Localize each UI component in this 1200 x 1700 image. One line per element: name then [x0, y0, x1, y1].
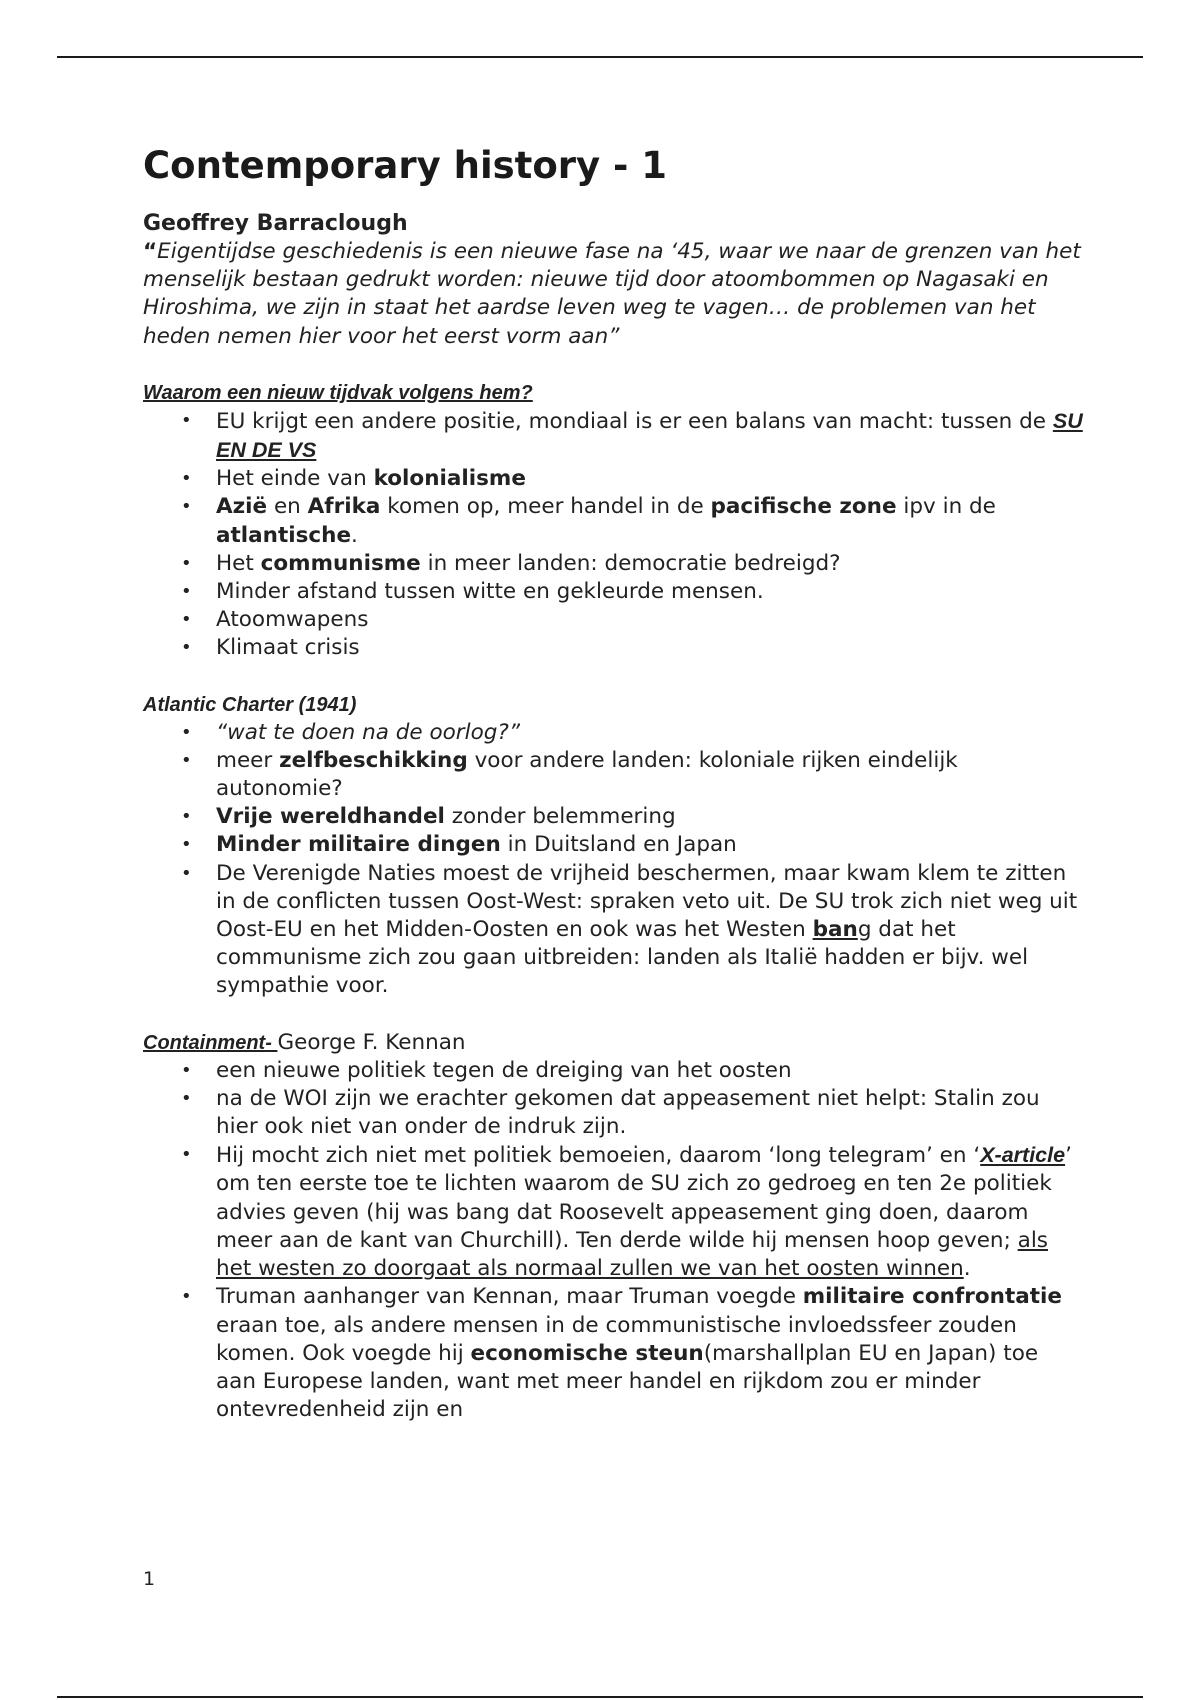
section-title-containment — [143, 1029, 1083, 1057]
list-item: • Vrije wereldhandel zonder belemmering — [143, 803, 1083, 831]
list-item: • Klimaat crisis — [143, 634, 1083, 662]
list-item: • Het communisme in meer landen: democratie bedreigd? — [143, 550, 1083, 578]
page-title: Contemporary history - 1 — [143, 144, 667, 187]
new-era-list — [143, 407, 1083, 663]
list-item: • een nieuwe politiek tegen de dreiging van het oosten — [143, 1057, 1083, 1085]
section-title-new-era: Waarom een nieuw tijdvak volgens hem? — [143, 381, 533, 404]
list-item: • Minder afstand tussen witte en gekleurde mensen. — [143, 578, 1083, 606]
list-item: • Truman aanhanger van Kennan, maar Truman voegde militaire confrontatie eraan toe, als andere mensen in de communistische invloedssfeer zouden komen. Ook voegde hij economische steun(marshallplan EU en Japan) toe aan Europese landen, want met meer handel en rijkdom zou er minder ontevredenheid zijn en — [143, 1283, 1083, 1424]
list-item: • Azië en Afrika komen op, meer handel in de pacifische zone ipv in de atlantische. — [143, 493, 1083, 549]
list-item: • Het einde van kolonialisme — [143, 465, 1083, 493]
list-item: • na de WOI zijn we erachter gekomen dat appeasement niet helpt: Stalin zou hier ook niet van onder de indruk zijn. — [143, 1085, 1083, 1141]
list-item: • “wat te doen na de oorlog?” — [143, 719, 1083, 747]
author-quote — [143, 238, 1083, 351]
header-rule — [57, 56, 1143, 58]
containment-author: George F. Kennan — [277, 1029, 466, 1055]
quote-text: Eigentijdse geschiedenis is een nieuwe fase na ‘45, waar we naar de grenzen van het menselijk bestaan gedrukt worden: nieuwe tijd door atoombommen op Nagasaki en Hiroshima, we zijn in staat het aardse leven weg te vagen… de problemen van het heden nemen hier voor het eerst vorm aan” — [143, 239, 1081, 349]
section-new-era — [143, 379, 1083, 663]
list-item: • Atoomwapens — [143, 606, 1083, 634]
footer-rule — [57, 1696, 1143, 1698]
author-name: Geoffrey Barraclough — [143, 211, 408, 236]
list-item: • EU krijgt een andere positie, mondiaal is er een balans van macht: tussen de SU EN DE VS — [143, 407, 1083, 465]
section-atlantic-charter — [143, 691, 1083, 1001]
containment-list — [143, 1057, 1083, 1425]
section-title-atlantic-charter: Atlantic Charter (1941) — [143, 693, 357, 716]
page-number: 1 — [143, 1568, 156, 1590]
list-item: • meer zelfbeschikking voor andere landen: koloniale rijken eindelijk autonomie? — [143, 747, 1083, 803]
list-item: • Hij mocht zich niet met politiek bemoeien, daarom ‘long telegram’ en ‘X-article’ om ten eerste toe te lichten waarom de SU zich zo gedroeg en ten 2e politiek advies geven (hij was bang dat Roosevelt appeasement ging doen, daarom meer aan de kant van Churchill). Ten derde wilde hij mensen hoop geven; als het westen zo doorgaat als normaal zullen we van het oosten winnen. — [143, 1141, 1083, 1283]
document-page — [143, 136, 1083, 1424]
atlantic-charter-list — [143, 719, 1083, 1001]
section-containment — [143, 1029, 1083, 1425]
list-item: • Minder militaire dingen in Duitsland en Japan — [143, 831, 1083, 859]
list-item: • De Verenigde Naties moest de vrijheid beschermen, maar kwam klem te zitten in de conflicten tussen Oost-West: spraken veto uit. De SU trok zich niet weg uit Oost-EU en het Midden-Oosten en ook was het Westen bang dat het communisme zich zou gaan uitbreiden: landen als Italië hadden er bijv. wel sympathie voor. — [143, 860, 1083, 1001]
containment-label: Containment- — [143, 1031, 278, 1054]
quote-open-mark: “ — [143, 239, 158, 264]
